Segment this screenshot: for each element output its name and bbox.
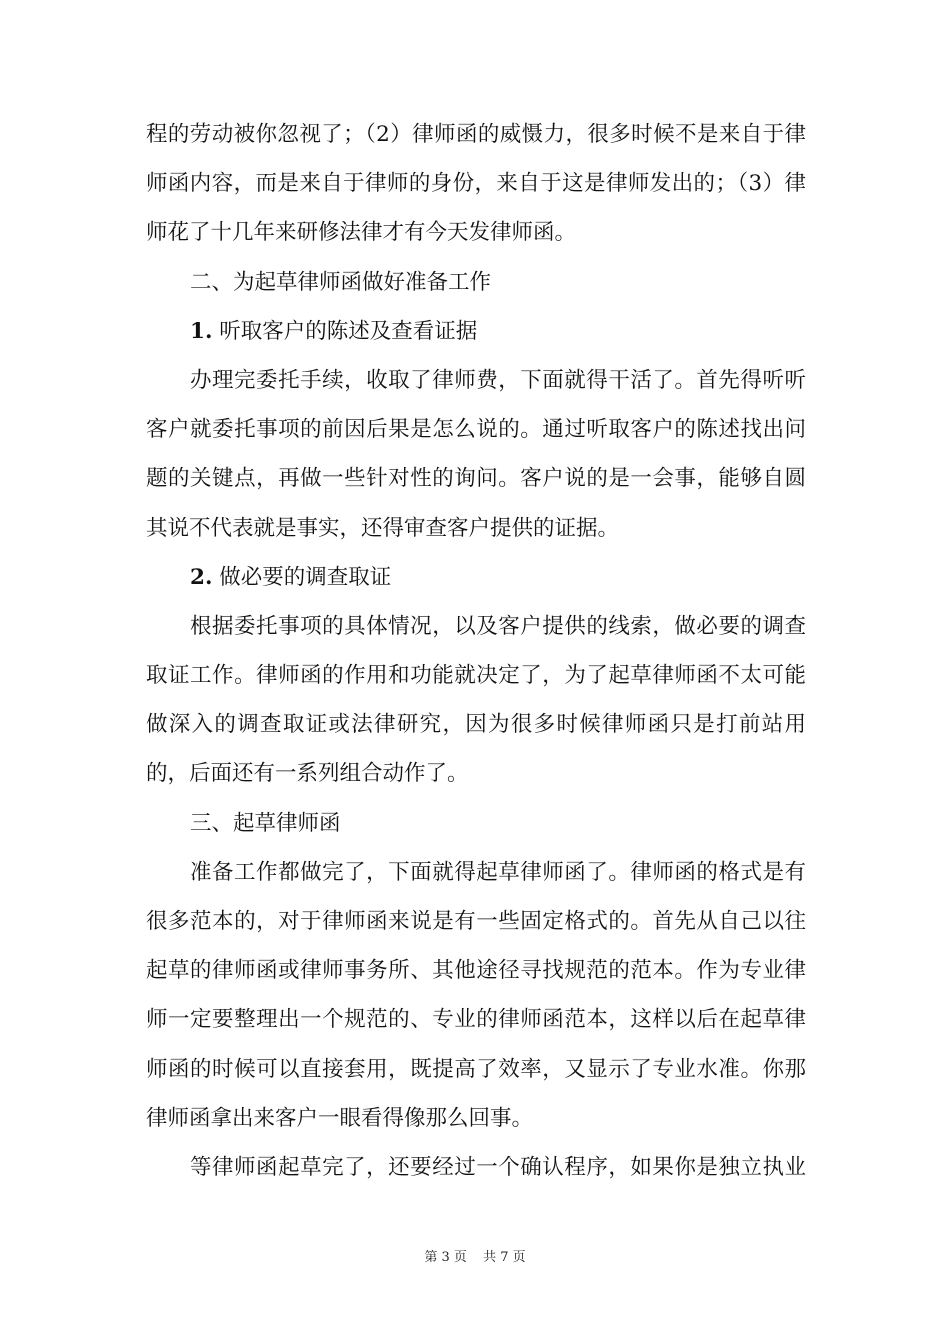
section-heading-2: 二、为起草律师函做好准备工作 (190, 269, 492, 295)
subheading-2-number: 2. (190, 564, 213, 590)
subheading-2-text: 做必要的调查取证 (212, 564, 392, 590)
text-line-14: 的，后面还有一系列组合动作了。 (146, 761, 469, 787)
subheading-1-number: 1. (190, 318, 213, 344)
text-line-2: 师函内容，而是来自于律师的身份，来自于这是律师发出的；（3）律 (146, 171, 806, 197)
text-line-19: 师一定要整理出一个规范的、专业的律师函范本，这样以后在起草律 (146, 1007, 806, 1033)
text-line-21: 律师函拿出来客户一眼看得像那么回事。 (146, 1105, 534, 1131)
subheading-1 (146, 307, 806, 356)
text-line-6: 办理完委托手续，收取了律师费，下面就得干活了。首先得听听 (190, 367, 806, 393)
text-line-20: 师函的时候可以直接套用，既提高了效率，又显示了专业水准。你那 (146, 1056, 806, 1082)
page-number: 第 3 页 (424, 1250, 467, 1265)
text-line-3: 师花了十几年来研修法律才有今天发律师函。 (146, 220, 577, 246)
text-line-9: 其说不代表就是事实，还得审查客户提供的证据。 (146, 515, 620, 541)
subheading-2 (146, 553, 806, 602)
text-line-13: 做深入的调查取证或法律研究，因为很多时候律师函只是打前站用 (146, 712, 806, 738)
text-line-16: 准备工作都做完了，下面就得起草律师函了。律师函的格式是有 (190, 859, 806, 885)
text-line-8: 题的关键点，再做一些针对性的询问。客户说的是一会事，能够自圆 (146, 466, 806, 492)
text-line-12: 取证工作。律师函的作用和功能就决定了，为了起草律师函不太可能 (146, 663, 806, 689)
page-footer (0, 1246, 950, 1265)
text-line-22: 等律师函起草完了，还要经过一个确认程序，如果你是独立执业 (190, 1154, 806, 1180)
section-heading-3: 三、起草律师函 (190, 810, 341, 836)
text-line-11: 根据委托事项的具体情况，以及客户提供的线索，做必要的调查 (190, 613, 806, 639)
document-body (146, 110, 806, 1192)
text-line-18: 起草的律师函或律师事务所、其他途径寻找规范的范本。作为专业律 (146, 958, 806, 984)
text-line-1: 程的劳动被你忽视了；（2）律师函的威慑力，很多时候不是来自于律 (146, 122, 806, 147)
subheading-1-text: 听取客户的陈述及查看证据 (212, 318, 478, 344)
text-line-17: 很多范本的，对于律师函来说是有一些固定格式的。首先从自己以往 (146, 909, 806, 934)
page-total: 共 7 页 (483, 1250, 526, 1265)
text-line-7: 客户就委托事项的前因后果是怎么说的。通过听取客户的陈述找出问 (146, 417, 806, 443)
